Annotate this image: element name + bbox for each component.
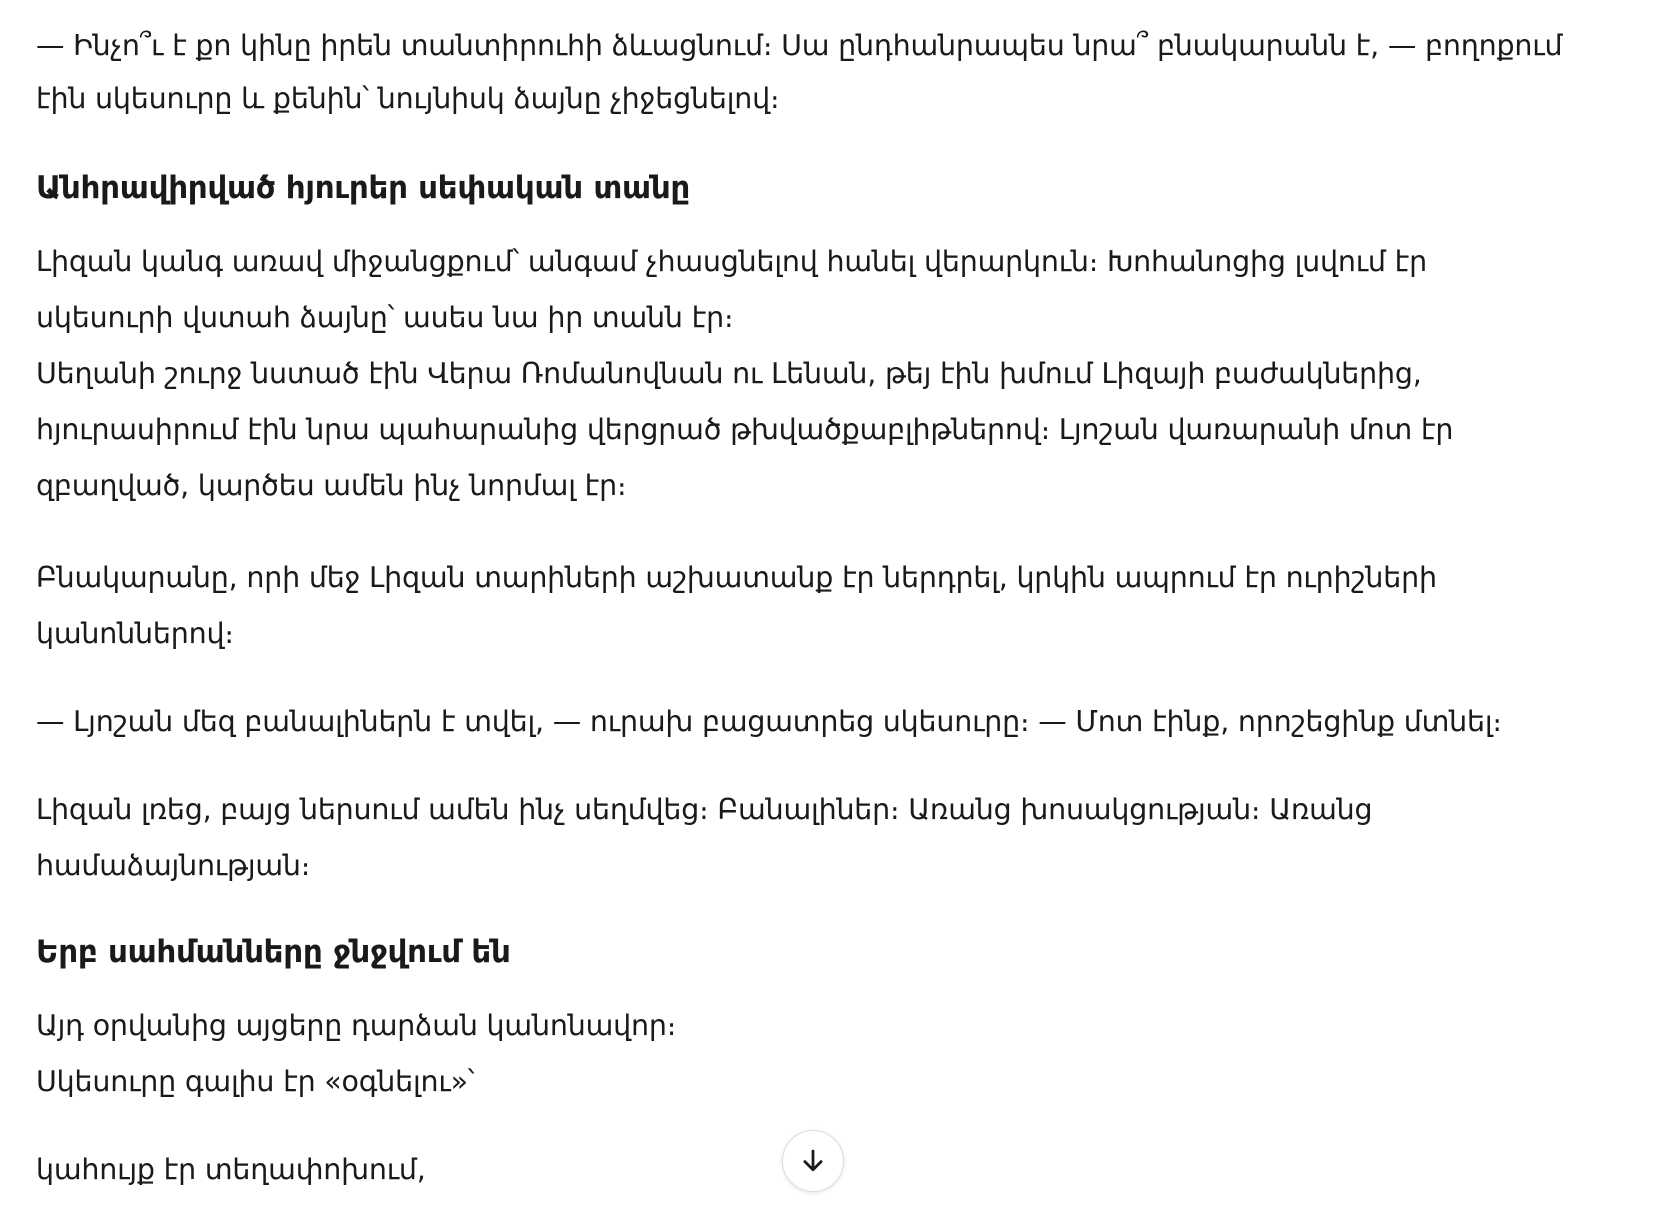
paragraph-visits [36,998,676,1110]
paragraph-line: — Լյոշան մեզ բանալիներն է տվել, — ուրախ բացատրեց սկեսուրը։ — Մոտ էինք, որոշեցինք մտնել։ [36,705,1502,738]
paragraph-line: Այդ օրվանից այցերը դարձան կանոնավոր։ [36,1009,677,1042]
paragraph-line: կանոններով։ [36,617,234,650]
paragraph-apartment [36,550,1437,662]
paragraph-line: Սեղանի շուրջ նստած էին Վերա Ռոմանովնան ու Լենան, թեյ էին խմում Լիզայի բաժակներից, [36,357,1422,390]
paragraph-line: Բնակարանը, որի մեջ Լիզան տարիների աշխատանք էր ներդրել, կրկին ապրում էր ուրիշների [36,561,1437,594]
arrow-down-icon [798,1146,828,1176]
paragraph-line: էին սկեսուրը և քենին՝ նույնիսկ ձայնը չիջեցնելով։ [36,82,780,115]
paragraph-line: զբաղված, կարծես ամեն ինչ նորմալ էր։ [36,469,627,502]
paragraph-hallway [36,234,1453,514]
paragraph-dialogue-1 [36,18,1562,127]
section-heading-boundaries: Երբ սահմանները ջնջվում են [36,934,511,970]
paragraph-line: Լիզան լռեց, բայց ներսում ամեն ինչ սեղմվեց։ Բանալիներ։ Առանց խոսակցության։ Առանց [36,793,1373,826]
section-heading-uninvited-guests: Անհրավիրված հյուրեր սեփական տանը [36,170,691,206]
paragraph-keys-dialogue [36,694,1502,750]
scroll-to-bottom-button[interactable] [782,1130,844,1192]
paragraph-line: Լիզան կանգ առավ միջանցքում՝ անգամ չհասցնելով հանել վերարկուն։ Խոհանոցից լսվում էր [36,245,1427,278]
paragraph-silence [36,782,1372,894]
paragraph-furniture [36,1142,426,1198]
paragraph-line: հյուրասիրում էին նրա պահարանից վերցրած թխվածքաբլիթներով։ Լյոշան վառարանի մոտ էր [36,413,1454,446]
paragraph-line: սկեսուրի վստահ ձայնը՝ ասես նա իր տանն էր։ [36,301,734,334]
paragraph-line: Սկեսուրը գալիս էր «օգնելու»՝ [36,1065,475,1098]
paragraph-line: համաձայնության։ [36,849,311,882]
paragraph-line: կահույք էր տեղափոխում, [36,1153,426,1186]
paragraph-line: — Ինչո՞ւ է քո կինը իրեն տանտիրուհի ձևացնում։ Սա ընդհանրապես նրա՞ բնակարանն է, — բողոքում [36,29,1563,62]
